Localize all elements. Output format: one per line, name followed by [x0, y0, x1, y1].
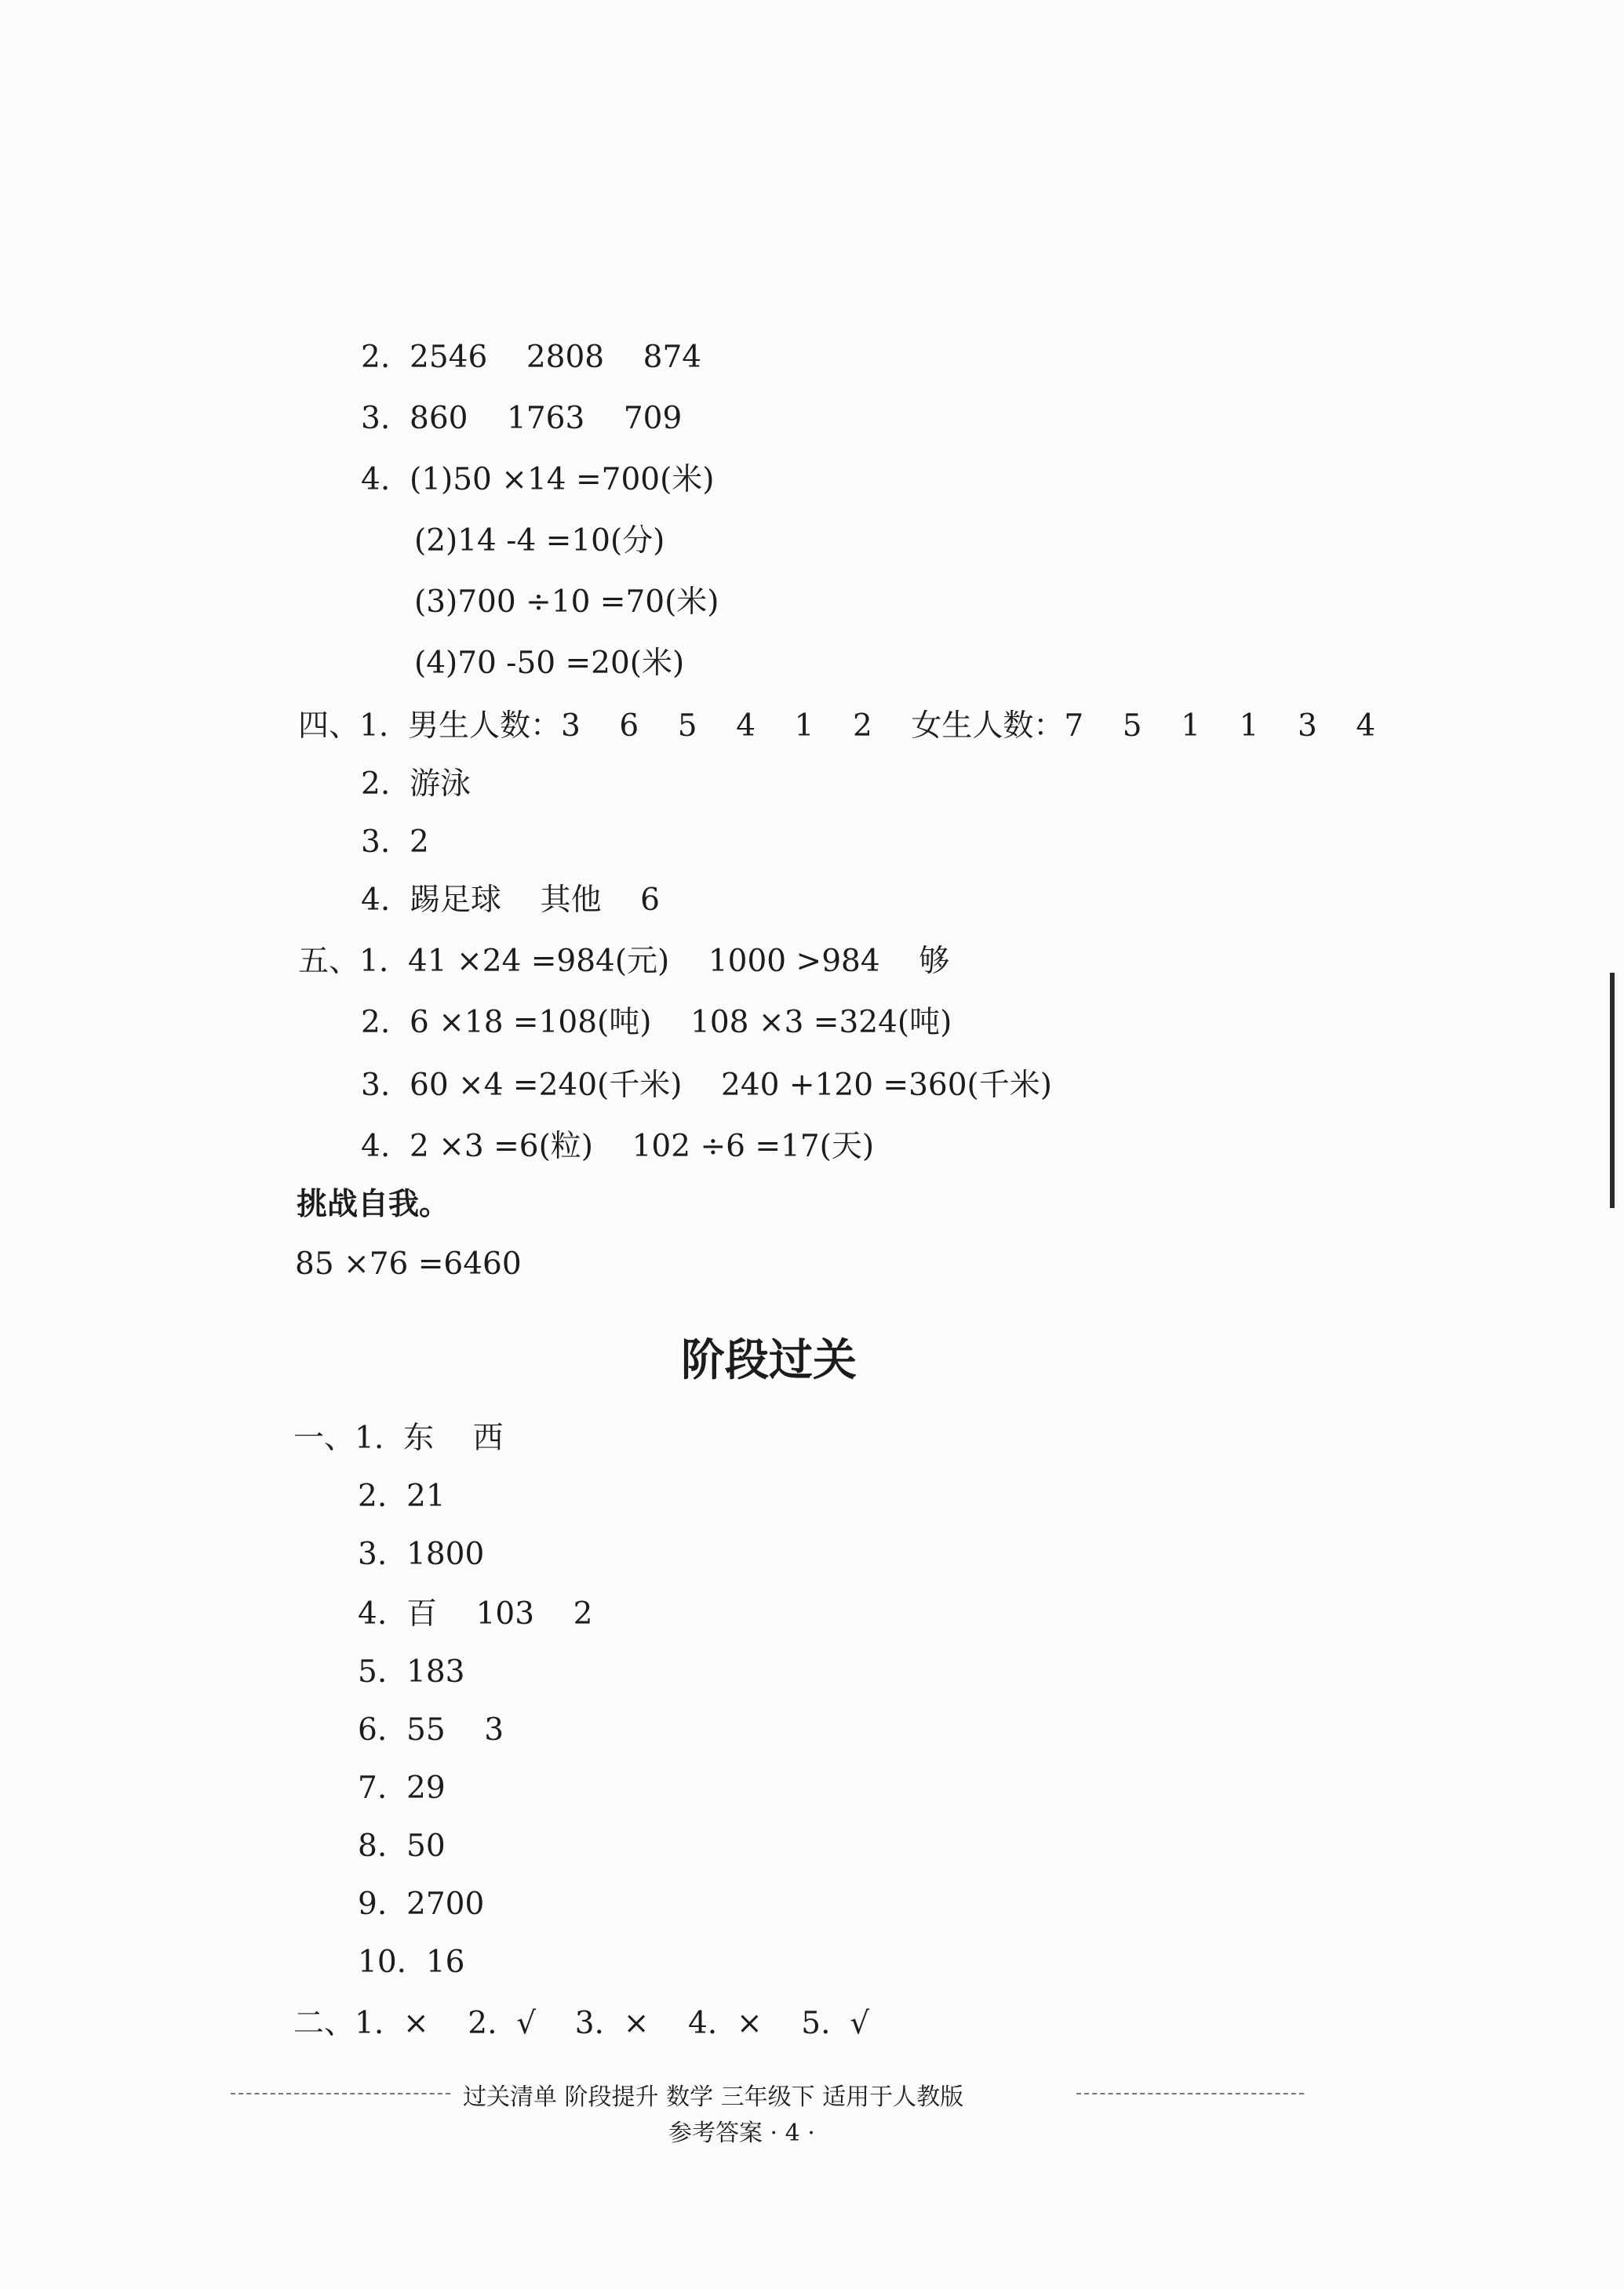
answer-line: (2)14 -4 =10(分) — [414, 523, 665, 559]
answer-line: 二、1. × 2. √ 3. × 4. × 5. √ — [293, 2006, 870, 2041]
footer-rule-left — [231, 2093, 450, 2094]
footer-page-number: 参考答案 · 4 · — [668, 2120, 815, 2147]
answer-line: 85 ×76 =6460 — [295, 1246, 522, 1282]
footer-book-info: 过关清单 阶段提升 数学 三年级下 适用于人教版 — [463, 2083, 964, 2111]
answer-line: (4)70 -50 =20(米) — [414, 646, 685, 681]
answer-line: 2. 2546 2808 874 — [361, 340, 702, 375]
answer-line: 7. 29 — [358, 1770, 446, 1806]
answer-line: 4. 百 103 2 — [358, 1596, 593, 1632]
answer-line: 一、1. 东 西 — [293, 1421, 504, 1456]
section-title: 阶段过关 — [681, 1334, 857, 1386]
answer-line: 6. 55 3 — [358, 1712, 504, 1748]
answer-line: 10. 16 — [358, 1945, 465, 1980]
answer-line: 四、1. 男生人数：3 6 5 4 1 2 女生人数：7 5 1 1 3 4 — [298, 708, 1376, 744]
answer-line: 4. 踢足球 其他 6 — [361, 882, 660, 918]
answer-line: 2. 游泳 — [361, 766, 472, 802]
answer-line: 4. 2 ×3 =6(粒) 102 ÷6 =17(天) — [361, 1129, 875, 1164]
answer-line: 5. 183 — [358, 1654, 465, 1690]
answer-line: 3. 60 ×4 =240(千米) 240 +120 =360(千米) — [361, 1068, 1052, 1103]
footer-rule-right — [1076, 2093, 1304, 2094]
answer-line: 3. 1800 — [358, 1537, 485, 1572]
answer-line: 9. 2700 — [358, 1887, 485, 1922]
answer-line: 2. 21 — [358, 1479, 446, 1514]
scan-edge-mark — [1610, 973, 1615, 1208]
answer-line: 3. 860 1763 709 — [361, 401, 683, 436]
challenge-heading: 挑战自我。 — [297, 1187, 450, 1222]
answer-line: 8. 50 — [358, 1829, 446, 1864]
answer-line: 五、1. 41 ×24 =984(元) 1000 >984 够 — [298, 944, 950, 979]
answer-line: (3)700 ÷10 =70(米) — [414, 584, 719, 620]
answer-line: 3. 2 — [361, 824, 429, 860]
answer-line: 4. (1)50 ×14 =700(米) — [361, 462, 715, 497]
answer-line: 2. 6 ×18 =108(吨) 108 ×3 =324(吨) — [361, 1005, 952, 1040]
